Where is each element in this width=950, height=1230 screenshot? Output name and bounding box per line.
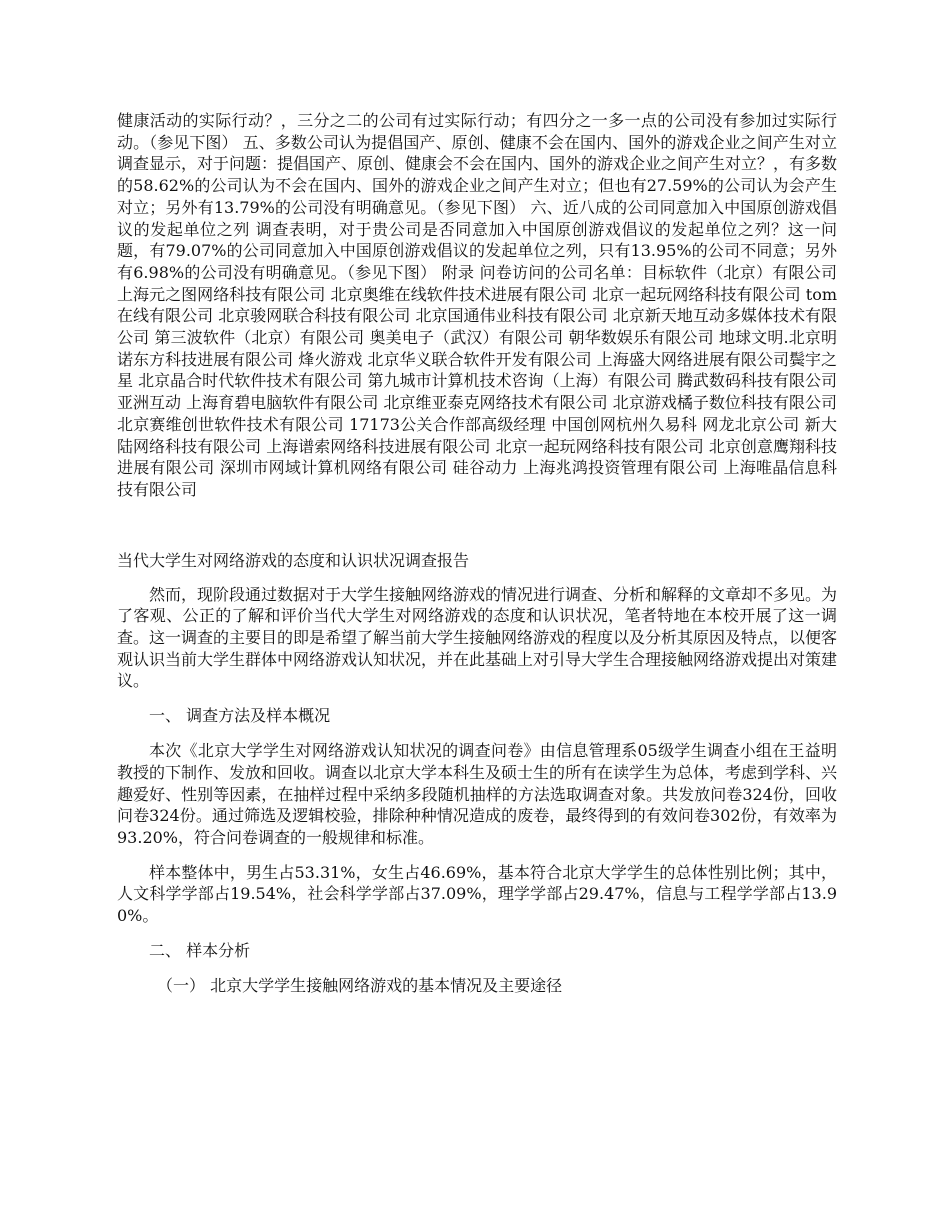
- continued-survey-text: 健康活动的实际行动？，三分之二的公司有过实际行动；有四分之一多一点的公司没有参加过实际行动。（参见下图） 五、多数公司认为提倡国产、原创、健康不会在国内、国外的游戏企业之间产生对立 调查显示，对于问题：提倡国产、原创、健康会不会在国内、国外的游戏企业之间产生对立？，有多数的58.62%的公司认为不会在国内、国外的游戏企业之间产生对立；但也有27.59%的公司认为会产生对立；另外有13.79%的公司没有明确意见。（参见下图） 六、近八成的公司同意加入中国原创游戏倡议的发起单位之列 调查表明，对于贵公司是否同意加入中国原创游戏倡议的发起单位之列？这一问题，有79.07%的公司同意加入中国原创游戏倡议的发起单位之列，只有13.95%的公司不同意；另外有6.98%的公司没有明确意见。（参见下图） 附录 问卷访问的公司名单：目标软件（北京）有限公司 上海元之图网络科技有限公司 北京奥维在线软件技术进展有限公司 北京一起玩网络科技有限公司 tom在线有限公司 北京骏网联合科技有限公司 北京国通伟业科技有限公司 北京新天地互动多媒体技术有限公司 第三波软件（北京）有限公司 奥美电子（武汉）有限公司 朝华数娱乐有限公司 地球文明.北京明诺东方科技进展有限公司 烽火游戏 北京华义联合软件开发有限公司 上海盛大网络进展有限公司鬓宇之星 北京晶合时代软件技术有限公司 第九城市计算机技术咨询（上海）有限公司 腾武数码科技有限公司 亚洲互动 上海育碧电脑软件有限公司 北京维亚泰克网络技术有限公司 北京游戏橘子数位科技有限公司 北京赛维创世软件技术有限公司 17173公关合作部高级经理 中国创网杭州久易科 网龙北京公司 新大陆网络科技有限公司 上海谱索网络科技进展有限公司 北京一起玩网络科技有限公司 北京创意鹰翔科技进展有限公司 深圳市网域计算机网络有限公司 硅谷动力 上海兆鸿投资管理有限公司 上海唯晶信息科技有限公司: [117, 111, 838, 499]
- section-heading-analysis: 二、 样本分析: [149, 940, 251, 960]
- sample-paragraph: 样本整体中，男生占53.31%，女生占46.69%，基本符合北京大学学生的总体性别比例；其中，人文科学学部占19.54%，社会科学学部占37.09%，理学学部占29.47%，信息与工程学学部占13.90%。: [117, 862, 837, 926]
- method-paragraph: 本次《北京大学学生对网络游戏认知状况的调查问卷》由信息管理系05级学生调查小组在王益明教授的下制作、发放和回收。调查以北京大学本科生及硕士生的所有在读学生为总体，考虑到学科、兴趣爱好、性别等因素，在抽样过程中采纳多段随机抽样的方法选取调查对象。共发放问卷324份，回收问卷324份。通过筛选及逻辑校验，排除种种情况造成的废卷，最终得到的有效问卷302份，有效率为93.20%，符合问卷调查的一般规律和标准。: [117, 741, 838, 847]
- intro-paragraph: 然而，现阶段通过数据对于大学生接触网络游戏的情况进行调查、分析和解释的文章却不多见。为了客观、公正的了解和评价当代大学生对网络游戏的态度和认识状况，笔者特地在本校开展了这一调查。这一调查的主要目的即是希望了解当前大学生接触网络游戏的程度以及分析其原因及特点，以便客观认识当前大学生群体中网络游戏认知状况，并在此基础上对引导大学生合理接触网络游戏提出对策建议。: [117, 584, 838, 691]
- subsection-heading-basic-situation: （一） 北京大学学生接触网络游戏的基本情况及主要途径: [157, 975, 563, 995]
- section-heading-methods: 一、 调查方法及样本概况: [149, 706, 331, 726]
- report-title: 当代大学生对网络游戏的态度和认识状况调查报告: [117, 550, 470, 570]
- document-page: [117, 110, 837, 997]
